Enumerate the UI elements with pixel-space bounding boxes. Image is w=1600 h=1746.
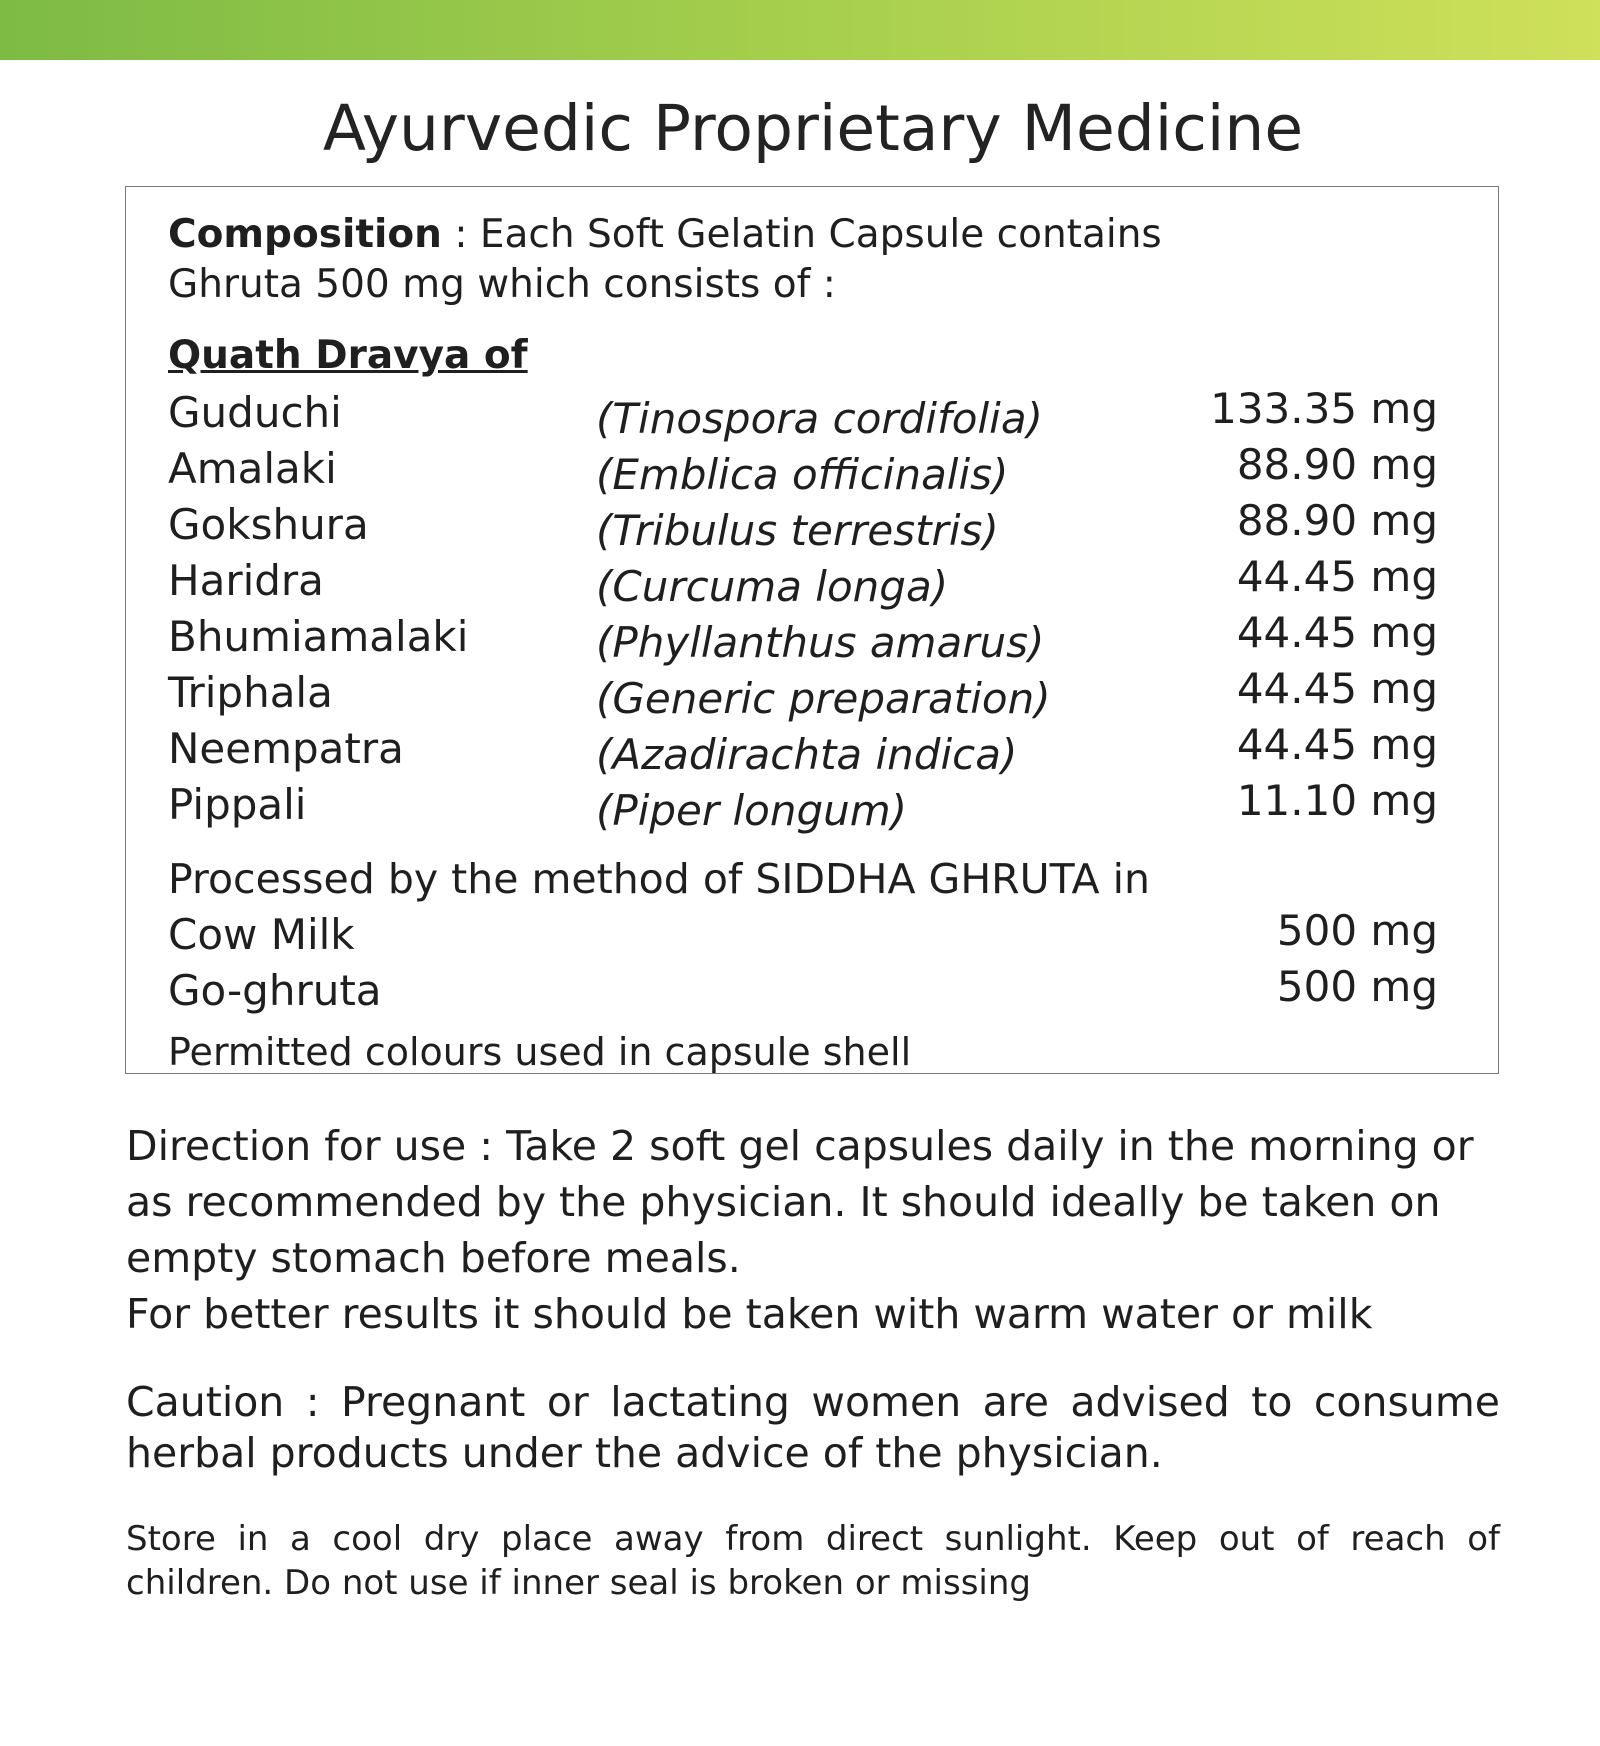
caution-line: herbal products under the advice of the physician.	[126, 1429, 1163, 1477]
ingredient-name: Neempatra	[168, 724, 404, 773]
ingredient-row	[0, 776, 1600, 836]
ingredient-row	[0, 720, 1600, 780]
quath-heading: Quath Dravya of	[168, 333, 528, 378]
top-color-band	[0, 0, 1600, 60]
ingredient-scientific-name: (Emblica officinalis)	[596, 450, 1009, 499]
composition-label: Composition	[168, 212, 442, 257]
ingredient-quantity: 44.45 mg	[1236, 552, 1438, 601]
ingredient-name: Amalaki	[168, 444, 337, 493]
storage-line: Store in a cool dry place away from direct sunlight. Keep out of reach of	[126, 1519, 1500, 1559]
direction-line: as recommended by the physician. It should ideally be taken on	[126, 1178, 1441, 1226]
ingredient-quantity: 44.45 mg	[1236, 664, 1438, 713]
permitted-colours-note: Permitted colours used in capsule shell	[168, 1030, 912, 1074]
ingredient-name: Gokshura	[168, 500, 369, 549]
ingredient-quantity: 88.90 mg	[1236, 496, 1438, 545]
ingredient-row	[0, 496, 1600, 556]
caution-line: Caution : Pregnant or lactating women are advised to consume	[126, 1378, 1500, 1426]
ingredient-scientific-name: (Tribulus terrestris)	[596, 506, 999, 555]
processed-text: Processed by the method of SIDDHA GHRUTA in	[168, 855, 1150, 903]
ingredient-name: Guduchi	[168, 388, 342, 437]
ingredient-name: Triphala	[168, 668, 333, 717]
caution-text	[126, 1377, 1500, 1479]
ingredient-scientific-name: (Generic preparation)	[596, 674, 1051, 723]
processed-name: Go-ghruta	[168, 966, 382, 1015]
processed-quantity: 500 mg	[1276, 906, 1438, 955]
ingredient-row	[0, 552, 1600, 612]
processed-name: Cow Milk	[168, 910, 355, 959]
ingredient-scientific-name: (Curcuma longa)	[596, 562, 949, 611]
ingredient-name: Pippali	[168, 780, 307, 829]
composition-line1: : Each Soft Gelatin Capsule contains	[441, 212, 1162, 257]
ingredient-quantity: 11.10 mg	[1236, 776, 1438, 825]
ingredient-quantity: 133.35 mg	[1210, 384, 1438, 433]
ingredient-name: Haridra	[168, 556, 324, 605]
ingredient-quantity: 44.45 mg	[1236, 608, 1438, 657]
ingredient-row	[0, 608, 1600, 668]
ingredient-scientific-name: (Azadirachta indica)	[596, 730, 1018, 779]
processed-quantity: 500 mg	[1276, 962, 1438, 1011]
ingredient-scientific-name: (Tinospora cordifolia)	[596, 394, 1043, 443]
storage-line: children. Do not use if inner seal is broken or missing	[126, 1563, 1031, 1603]
direction-line: empty stomach before meals.	[126, 1234, 741, 1282]
ingredient-scientific-name: (Phyllanthus amarus)	[596, 618, 1045, 667]
direction-line: Direction for use : Take 2 soft gel capsules daily in the morning or	[126, 1122, 1474, 1170]
storage-text	[126, 1517, 1500, 1605]
ingredient-row	[0, 384, 1600, 444]
composition-text	[168, 210, 1468, 310]
ingredient-row	[0, 664, 1600, 724]
ingredient-quantity: 88.90 mg	[1236, 440, 1438, 489]
ingredient-name: Bhumiamalaki	[168, 612, 469, 661]
direction-for-use	[126, 1118, 1500, 1342]
ingredient-row	[0, 440, 1600, 500]
direction-line: For better results it should be taken with warm water or milk	[126, 1290, 1373, 1338]
composition-line2: Ghruta 500 mg which consists of :	[168, 262, 836, 307]
ingredient-scientific-name: (Piper longum)	[596, 786, 908, 835]
page-title: Ayurvedic Proprietary Medicine	[322, 92, 1304, 165]
ingredient-quantity: 44.45 mg	[1236, 720, 1438, 769]
